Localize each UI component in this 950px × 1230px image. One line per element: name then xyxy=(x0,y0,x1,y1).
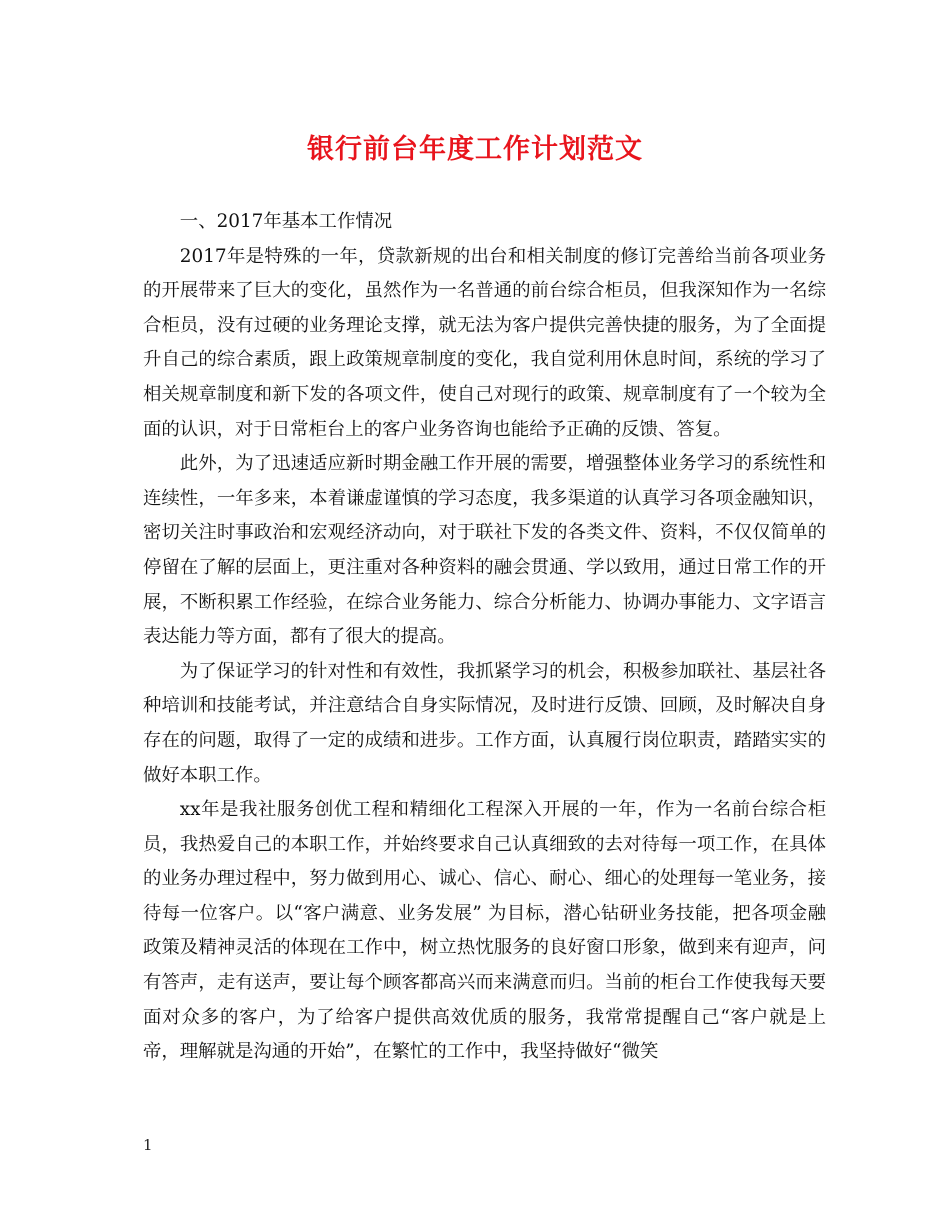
document-title: 银行前台年度工作计划范文 xyxy=(307,134,643,165)
body-paragraph: 为了保证学习的针对性和有效性，我抓紧学习的机会，积极参加联社、基层社各种培训和技能考试，并注意结合自身实际情况，及时进行反馈、回顾，及时解决自身存在的问题，取得了一定的成绩和进步。工作方面，认真履行岗位职责，踏踏实实的做好本职工作。 xyxy=(143,660,826,786)
body-paragraph: 此外，为了迅速适应新时期金融工作开展的需要，增强整体业务学习的系统性和连续性，一年多来，本着谦虚谨慎的学习态度，我多渠道的认真学习各项金融知识，密切关注时事政治和宏观经济动向，对于联社下发的各类文件、资料，不仅仅简单的停留在了解的层面上，更注重对各种资料的融会贯通、学以致用，通过日常工作的开展，不断积累工作经验，在综合业务能力、综合分析能力、协调办事能力、文字语言表达能力等方面，都有了很大的提高。 xyxy=(143,453,826,648)
body-paragraph: 2017年是特殊的一年，贷款新规的出台和相关制度的修订完善给当前各项业务的开展带来了巨大的变化，虽然作为一名普通的前台综合柜员，但我深知作为一名综合柜员，没有过硬的业务理论支撑，就无法为客户提供完善快捷的服务，为了全面提升自己的综合素质，跟上政策规章制度的变化，我自觉利用休息时间，系统的学习了相关规章制度和新下发的各项文件，使自己对现行的政策、规章制度有了一个较为全面的认识，对于日常柜台上的客户业务咨询也能给予正确的反馈、答复。 xyxy=(143,245,826,440)
page-number: 1 xyxy=(143,1136,153,1154)
document-body xyxy=(143,205,826,1070)
section-heading: 一、2017年基本工作情况 xyxy=(179,211,393,232)
body-paragraph: xx年是我社服务创优工程和精细化工程深入开展的一年，作为一名前台综合柜员，我热爱自己的本职工作，并始终要求自己认真细致的去对待每一项工作，在具体的业务办理过程中，努力做到用心、诚心、信心、耐心、细心的处理每一笔业务，接待每一位客户。以“客户满意、业务发展” 为目标，潜心钻研业务技能，把各项金融政策及精神灵活的体现在工作中，树立热忱服务的良好窗口形象，做到来有迎声，问有答声，走有送声，要让每个顾客都高兴而来满意而归。当前的柜台工作使我每天要面对众多的客户，为了给客户提供高效优质的服务，我常常提醒自己“客户就是上帝，理解就是沟通的开始”，在繁忙的工作中，我坚持做好“微笑 xyxy=(143,799,826,1063)
